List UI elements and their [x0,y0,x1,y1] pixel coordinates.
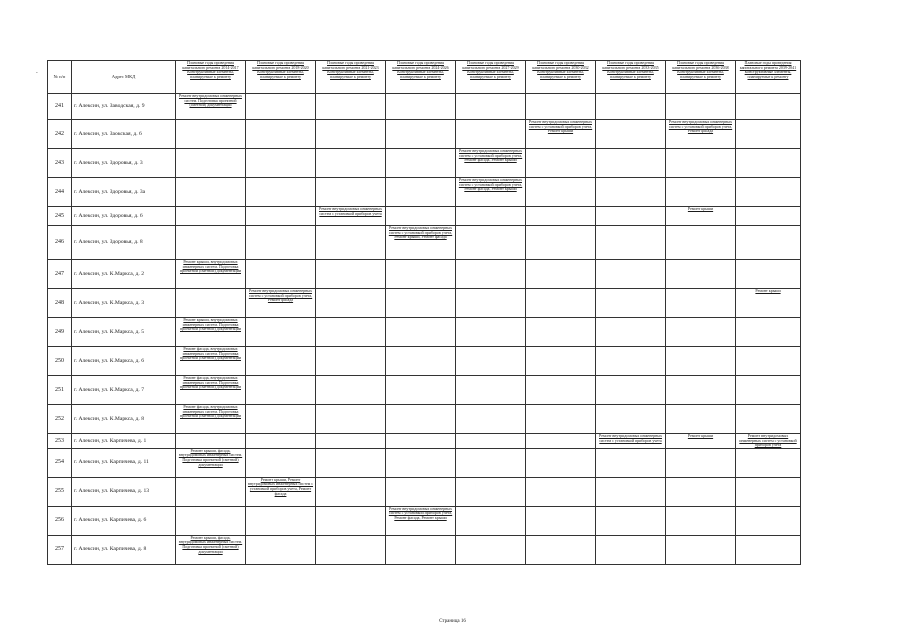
planned-work-cell [736,120,801,149]
planned-work-cell [456,226,526,260]
period-title: Плановые годы проведения капитального ремонта 2021-2023 [322,60,379,70]
row-number: 245 [48,207,72,226]
planned-work-cell: Ремонт внутридомовых инженерных систем с установкой приборов учета, Ремонт крыши [526,120,596,149]
planned-work-cell [596,207,666,226]
period-title: Плановые годы проведения капитального ремонта 2030-2032 [532,60,589,70]
planned-work-cell [736,260,801,289]
planned-work-cell [386,207,456,226]
planned-work-cell: Ремонт фасада, внутридомовых инженерных систем. Подготовка проектной (сметной) документации [176,376,246,405]
planned-work-cell [176,149,246,178]
planned-work-cell: Ремонт внутридомовых инженерных систем с установкой приборов учета, Ремонт фасада [246,289,316,318]
planned-work-cell [316,434,386,449]
planned-work-cell [736,226,801,260]
planned-work-cell [666,260,736,289]
building-address: г. Алексин, ул. Здоровья, д. 6 [72,207,176,226]
planned-work-cell [246,448,316,477]
planned-work-cell [596,448,666,477]
planned-work-cell [176,506,246,535]
period-subtitle: Конструктивные элементы, планируемые к ремонту [397,69,444,79]
planned-work-cell [386,434,456,449]
planned-work-cell: Ремонт внутридомовых инженерных систем с установкой приборов учета, Ремонт фасада, Ремонт крыши [456,178,526,207]
row-number: 254 [48,448,72,477]
building-address: г. Алексин, ул. Карпичева, д. 6 [72,506,176,535]
table-row [48,94,801,120]
planned-work-cell [456,535,526,564]
planned-work-cell [386,376,456,405]
period-title: Плановые годы проведения капитального ремонта 2018-2020 [252,60,309,70]
planned-work-cell [456,347,526,376]
planned-work-cell [456,376,526,405]
planned-work-cell [176,289,246,318]
planned-work-cell: Ремонт крыши [736,289,801,318]
row-number: 251 [48,376,72,405]
column-header-period [456,61,526,94]
planned-work-cell [526,289,596,318]
planned-work-cell [386,448,456,477]
column-header-period [666,61,736,94]
planned-work-cell [526,477,596,506]
period-subtitle: Конструктивные элементы, планируемые к ремонту [467,69,514,79]
planned-work-cell [666,149,736,178]
planned-work-cell: Ремонт внутридомовых инженерных систем с установкой приборов учета [316,207,386,226]
planned-work-cell [176,120,246,149]
planned-work-cell [526,535,596,564]
period-title: Плановые годы проведения капитального ремонта 2014-2017 [182,60,239,70]
planned-work-cell [456,448,526,477]
planned-work-cell [666,376,736,405]
planned-work-cell [316,448,386,477]
column-header-period [176,61,246,94]
planned-work-cell [526,207,596,226]
building-address: г. Алексин, ул. Здоровья, д. 8 [72,226,176,260]
planned-work-cell [596,405,666,434]
column-header-period [316,61,386,94]
table-row [48,506,801,535]
planned-work-cell [596,477,666,506]
planned-work-cell [456,260,526,289]
planned-work-cell: Ремонт внутридомовых инженерных систем с установкой приборов учета [736,434,801,449]
table-row [48,207,801,226]
planned-work-cell [736,149,801,178]
planned-work-cell [246,94,316,120]
row-number: 247 [48,260,72,289]
row-number: 249 [48,318,72,347]
planned-work-cell [666,94,736,120]
planned-work-cell [176,434,246,449]
building-address: г. Алексин, ул. К.Маркса, д. 5 [72,318,176,347]
planned-work-cell [386,120,456,149]
planned-work-cell [526,94,596,120]
period-title: Плановые годы проведения капитального ремонта 2027-2029 [462,60,519,70]
planned-work-cell [596,318,666,347]
planned-work-cell [526,178,596,207]
row-number: 250 [48,347,72,376]
planned-work-cell: Ремонт крыши, фасада, внутридомовых инженерных систем. Подготовка проектной (сметной) документации [176,448,246,477]
planned-work-cell [596,178,666,207]
table-row [48,318,801,347]
planned-work-cell [666,318,736,347]
column-header-period [246,61,316,94]
table-row [48,260,801,289]
planned-work-cell [456,477,526,506]
building-address: г. Алексин, ул. Здоровья, д. 3а [72,178,176,207]
planned-work-cell [316,347,386,376]
table-header-row [48,61,801,94]
capital-repair-plan-sheet [47,60,801,565]
table-body [48,94,801,565]
column-header-period [526,61,596,94]
planned-work-cell [596,347,666,376]
planned-work-cell: Ремонт внутридомовых инженерных систем с установкой приборов учета, Ремонт крыши, Ремонт фасада [386,226,456,260]
planned-work-cell [316,94,386,120]
page-number: Страница 16 [439,619,466,624]
period-title: Плановые годы проведения капитального ремонта 2024-2026 [392,60,449,70]
period-title: Плановые годы проведения капитального ремонта 2036-2038 [672,60,729,70]
planned-work-cell [246,260,316,289]
planned-work-cell [246,506,316,535]
period-subtitle: Конструктивные элементы, планируемые к ремонту [187,69,234,79]
planned-work-cell: Ремонт внутридомовых инженерных систем с установкой приборов учета, Ремонт фасада [666,120,736,149]
table-row [48,149,801,178]
column-header-period [596,61,666,94]
building-address: г. Алексин, ул. К.Маркса, д. 8 [72,405,176,434]
planned-work-cell [386,318,456,347]
column-header-num: № п/п [48,61,72,94]
period-subtitle: Конструктивные элементы, планируемые к ремонту [744,69,792,79]
table-row [48,448,801,477]
period-subtitle: Конструктивные элементы, планируемые к ремонту [537,69,584,79]
planned-work-cell [176,178,246,207]
planned-work-cell [316,178,386,207]
planned-work-cell [596,535,666,564]
planned-work-cell [526,347,596,376]
period-subtitle: Конструктивные элементы, планируемые к ремонту [607,69,654,79]
planned-work-cell: Ремонт фасада, внутридомовых инженерных систем. Подготовка проектной (сметной) документации [176,405,246,434]
planned-work-cell [526,434,596,449]
planned-work-cell [526,405,596,434]
planned-work-cell [596,506,666,535]
planned-work-cell [246,207,316,226]
planned-work-cell: Ремонт крыши, Ремонт внутридомовых инженерных систем с установкой приборов учета, Ремонт фасада [246,477,316,506]
row-number: 252 [48,405,72,434]
planned-work-cell [246,149,316,178]
table-row [48,178,801,207]
building-address: г. Алексин, ул. Заокская, д. 6 [72,120,176,149]
planned-work-cell [386,477,456,506]
row-number: 242 [48,120,72,149]
planned-work-cell [736,477,801,506]
table-row [48,226,801,260]
planned-work-cell [246,318,316,347]
planned-work-cell [316,477,386,506]
building-address: г. Алексин, ул. Заводская, д. 9 [72,94,176,120]
planned-work-cell [526,260,596,289]
planned-work-cell: Ремонт крыши [666,434,736,449]
margin-mark: - [36,71,38,76]
repair-schedule-table [47,60,801,565]
planned-work-cell [526,448,596,477]
planned-work-cell [246,376,316,405]
row-number: 256 [48,506,72,535]
planned-work-cell [456,405,526,434]
planned-work-cell [666,347,736,376]
period-subtitle: Конструктивные элементы, планируемые к ремонту [327,69,374,79]
table-row [48,289,801,318]
planned-work-cell: Ремонт внутридомовых инженерных систем. Подготовка проектной (сметной) документации [176,94,246,120]
planned-work-cell [246,434,316,449]
row-number: 243 [48,149,72,178]
planned-work-cell [386,347,456,376]
planned-work-cell [246,178,316,207]
planned-work-cell [596,149,666,178]
planned-work-cell [736,207,801,226]
building-address: г. Алексин, ул. Карпичева, д. 11 [72,448,176,477]
row-number: 257 [48,535,72,564]
planned-work-cell [246,120,316,149]
planned-work-cell: Ремонт крыши, фасада, внутридомовых инженерных систем. Подготовка проектной (сметной) документации [176,535,246,564]
planned-work-cell [316,376,386,405]
planned-work-cell [386,94,456,120]
planned-work-cell: Ремонт фасада, внутридомовых инженерных систем. Подготовка проектной (сметной) документации [176,347,246,376]
table-row [48,434,801,449]
planned-work-cell [736,94,801,120]
planned-work-cell: Ремонт крыши [666,207,736,226]
row-number: 244 [48,178,72,207]
planned-work-cell [456,289,526,318]
planned-work-cell [386,149,456,178]
planned-work-cell [316,318,386,347]
row-number: 248 [48,289,72,318]
planned-work-cell [596,376,666,405]
planned-work-cell [246,535,316,564]
table-row [48,376,801,405]
period-subtitle: Конструктивные элементы, планируемые к ремонту [257,69,304,79]
planned-work-cell [666,535,736,564]
planned-work-cell [316,535,386,564]
planned-work-cell [176,226,246,260]
table-row [48,405,801,434]
table-row [48,120,801,149]
row-number: 241 [48,94,72,120]
building-address: г. Алексин, ул. К.Маркса, д. 6 [72,347,176,376]
planned-work-cell [316,289,386,318]
planned-work-cell [526,318,596,347]
table-row [48,535,801,564]
building-address: г. Алексин, ул. Здоровья, д. 3 [72,149,176,178]
planned-work-cell [386,178,456,207]
planned-work-cell [666,178,736,207]
period-title: Плановые годы проведения капитального ремонта 2039-2041 [739,60,797,70]
column-header-address: Адрес МКД [72,61,176,94]
planned-work-cell [736,506,801,535]
planned-work-cell [736,535,801,564]
planned-work-cell [316,506,386,535]
planned-work-cell [666,226,736,260]
planned-work-cell [736,448,801,477]
planned-work-cell [526,506,596,535]
planned-work-cell [666,405,736,434]
planned-work-cell [456,120,526,149]
planned-work-cell [596,260,666,289]
planned-work-cell [736,318,801,347]
planned-work-cell: Ремонт внутридомовых инженерных систем с установкой приборов учета, Ремонт фасада, Ремонт крыши [456,149,526,178]
planned-work-cell [246,347,316,376]
planned-work-cell [456,207,526,226]
building-address: г. Алексин, ул. Карпичева, д. 1 [72,434,176,449]
building-address: г. Алексин, ул. Карпичева, д. 13 [72,477,176,506]
planned-work-cell [246,405,316,434]
planned-work-cell [316,260,386,289]
planned-work-cell [596,120,666,149]
building-address: г. Алексин, ул. Карпичева, д. 8 [72,535,176,564]
planned-work-cell [176,477,246,506]
row-number: 255 [48,477,72,506]
column-header-period [386,61,456,94]
planned-work-cell [386,535,456,564]
building-address: г. Алексин, ул. К.Маркса, д. 3 [72,289,176,318]
row-number: 246 [48,226,72,260]
planned-work-cell [456,94,526,120]
planned-work-cell [316,149,386,178]
planned-work-cell [736,347,801,376]
building-address: г. Алексин, ул. К.Маркса, д. 2 [72,260,176,289]
planned-work-cell [246,226,316,260]
planned-work-cell [456,506,526,535]
building-address: г. Алексин, ул. К.Маркса, д. 7 [72,376,176,405]
planned-work-cell [176,207,246,226]
planned-work-cell [596,289,666,318]
planned-work-cell [736,178,801,207]
planned-work-cell [666,477,736,506]
planned-work-cell [316,405,386,434]
planned-work-cell: Ремонт крыши, внутридомовых инженерных систем. Подготовка проектной (сметной) документации [176,260,246,289]
planned-work-cell [386,405,456,434]
planned-work-cell [526,376,596,405]
planned-work-cell [456,434,526,449]
planned-work-cell [526,226,596,260]
planned-work-cell [386,289,456,318]
planned-work-cell: Ремонт крыши, внутридомовых инженерных систем. Подготовка проектной (сметной) документации [176,318,246,347]
planned-work-cell [596,94,666,120]
table-row [48,347,801,376]
planned-work-cell: Ремонт внутридомовых инженерных систем с установкой приборов учета [596,434,666,449]
planned-work-cell: Ремонт внутридомовых инженерных систем с установкой приборов учета, Ремонт фасада, Ремонт крыши [386,506,456,535]
planned-work-cell [316,226,386,260]
planned-work-cell [666,448,736,477]
planned-work-cell [386,260,456,289]
planned-work-cell [666,506,736,535]
planned-work-cell [666,289,736,318]
row-number: 253 [48,434,72,449]
planned-work-cell [456,318,526,347]
planned-work-cell [736,405,801,434]
table-row [48,477,801,506]
period-title: Плановые годы проведения капитального ремонта 2033-2035 [602,60,659,70]
planned-work-cell [596,226,666,260]
planned-work-cell [736,376,801,405]
planned-work-cell [526,149,596,178]
period-subtitle: Конструктивные элементы, планируемые к ремонту [677,69,724,79]
column-header-period [736,61,801,94]
planned-work-cell [316,120,386,149]
